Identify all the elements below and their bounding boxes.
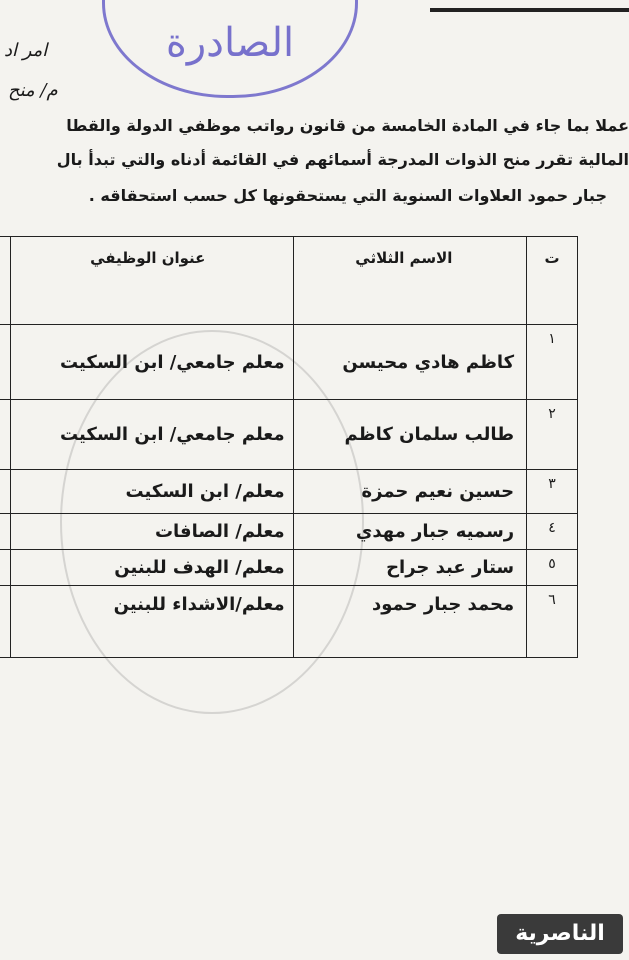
header-num: ت (527, 237, 578, 325)
table-row (0, 400, 578, 470)
row-name: طالب سلمان كاظم (293, 400, 527, 470)
table-row (0, 586, 578, 658)
table-row (0, 325, 578, 400)
header-title: عنوان الوظيفي (10, 237, 293, 325)
row-num: ٥ (527, 550, 578, 586)
row-num: ٣ (527, 470, 578, 514)
row-name: حسين نعيم حمزة (293, 470, 527, 514)
header-extra (0, 237, 10, 325)
row-extra (0, 550, 10, 586)
row-extra (0, 470, 10, 514)
table-row (0, 514, 578, 550)
body-line-3: جبار حمود العلاوات السنوية التي يستحقونها كل حسب استحقاقه . (88, 186, 607, 205)
row-title: معلم جامعي/ ابن السكيت (10, 400, 293, 470)
top-rule (430, 8, 629, 12)
body-line-2: المالية تقرر منح الذوات المدرجة أسمائهم في القائمة أدناه والتي تبدأ بال (56, 150, 629, 169)
table-header-row (0, 237, 578, 325)
row-title: معلم/ ابن السكيت (10, 470, 293, 514)
header-name: الاسم الثلاثي (293, 237, 527, 325)
row-extra (0, 514, 10, 550)
watermark-logo: الناصرية (497, 914, 623, 954)
row-name: كاظم هادي محيسن (293, 325, 527, 400)
row-num: ٦ (527, 586, 578, 658)
table-row (0, 550, 578, 586)
body-line-1: عملا بما جاء في المادة الخامسة من قانون رواتب موظفي الدولة والقطا (66, 116, 629, 135)
row-name: ستار عبد جراح (293, 550, 527, 586)
row-title: معلم/الاشداء للبنين (10, 586, 293, 658)
recipients-table (0, 236, 578, 658)
stamp-text: الصادرة (165, 20, 295, 66)
row-num: ١ (527, 325, 578, 400)
row-title: معلم/ الهدف للبنين (10, 550, 293, 586)
row-extra (0, 400, 10, 470)
row-extra (0, 325, 10, 400)
row-title: معلم/ الصافات (10, 514, 293, 550)
row-num: ٢ (527, 400, 578, 470)
row-num: ٤ (527, 514, 578, 550)
header-line-2: م/ منح (8, 80, 58, 101)
row-title: معلم جامعي/ ابن السكيت (10, 325, 293, 400)
header-line-1: امر اد (4, 40, 48, 61)
row-name: رسميه جبار مهدي (293, 514, 527, 550)
row-name: محمد جبار حمود (293, 586, 527, 658)
row-extra (0, 586, 10, 658)
table-row (0, 470, 578, 514)
